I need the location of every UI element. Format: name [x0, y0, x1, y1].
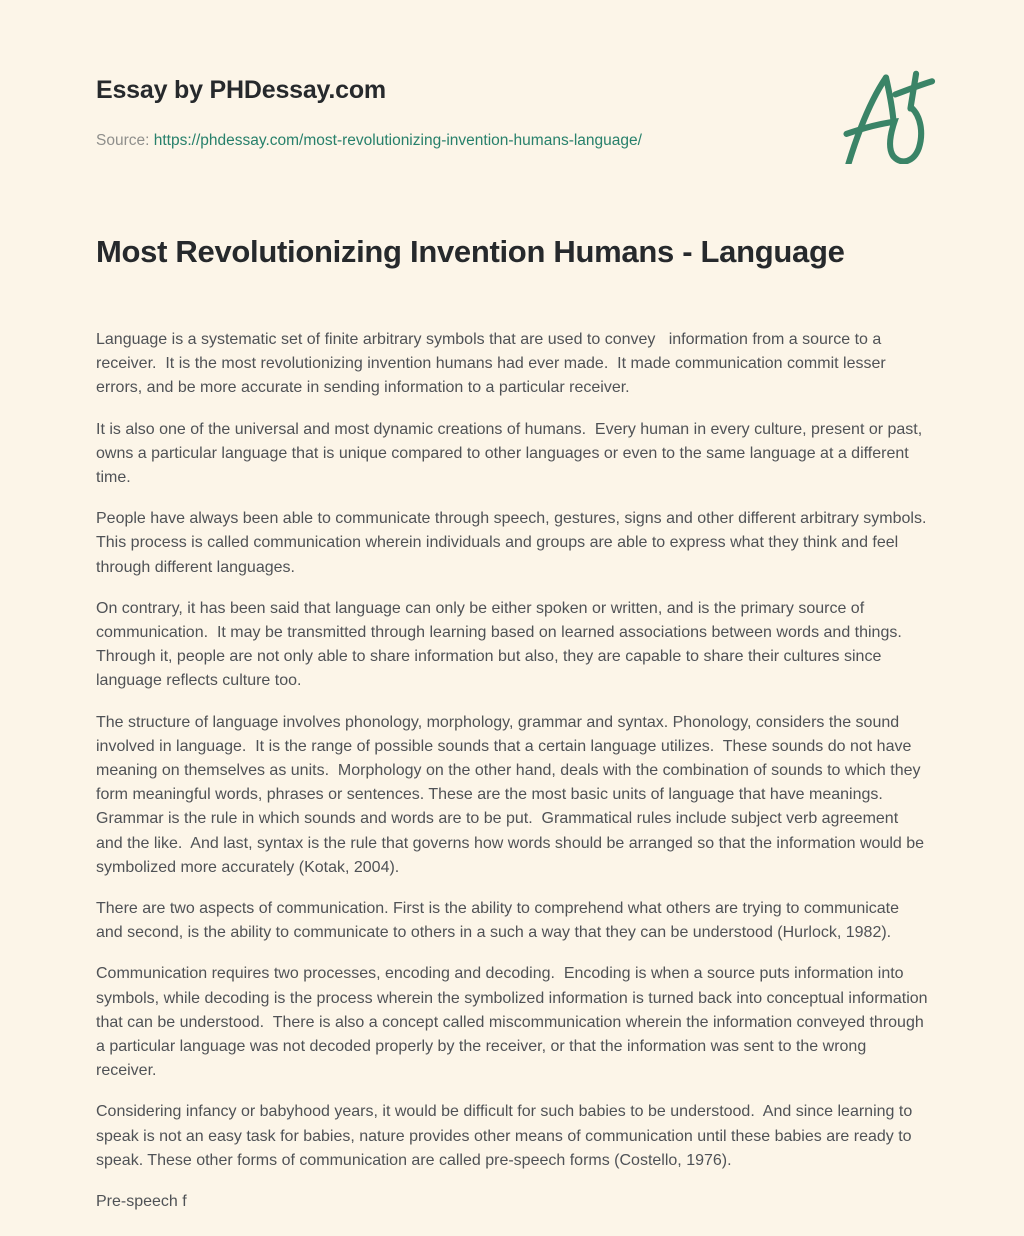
- source-label: Source:: [96, 132, 150, 149]
- essay-paragraph: It is also one of the universal and most dynamic creations of humans. Every human in every culture, present or past, owns a particular language that is unique compared to other languages or even to the same language at a different time.: [96, 420, 927, 487]
- brand-title: Essay by PHDessay.com: [96, 76, 386, 104]
- essay-paragraph: Communication requires two processes, encoding and decoding. Encoding is when a source puts information into symbols, while decoding is the process wherein the symbolized information is turned back into conceptual information that can be understood. There is also a concept called miscommunication wherein the information conveyed through a particular language was not decoded properly by the receiver, or that the information was sent to the wrong receiver.: [96, 965, 932, 1080]
- essay-paragraph: Considering infancy or babyhood years, it would be difficult for such babies to be understood. And since learning to speak is not an easy task for babies, nature provides other means of communication until these babies are ready to speak. These other forms of communication are called pre-speech forms (Costello, 1976).: [96, 1103, 917, 1169]
- essay-paragraph: Pre-speech f: [96, 1193, 187, 1211]
- essay-paragraph: The structure of language involves phonology, morphology, grammar and syntax. Phonology, considers the sound involved in language. It is the range of possible sounds that a certain language utilizes. These sounds do not have meaning on themselves as units. Morphology on the other hand, deals with the combination of sounds to which they form meaningful words, phrases or sentences. These are the most basic units of language that have meanings. Grammar is the rule in which sounds and words are to be put. Grammatical rules include subject verb agreement and the like. And last, syntax is the rule that governs how words should be arranged so that the information would be symbolized more accurately (Kotak, 2004).: [96, 713, 929, 876]
- essay-title: Most Revolutionizing Invention Humans - Language: [96, 234, 845, 269]
- a-plus-logo-icon: [836, 70, 936, 164]
- source-link[interactable]: https://phdessay.com/most-revolutionizing-invention-humans-language/: [153, 132, 642, 149]
- essay-paragraph: Language is a systematic set of finite arbitrary symbols that are used to convey information from a source to a receiver. It is the most revolutionizing invention humans had ever made. It made communication commit lesser errors, and be more accurate in sending information to a particular receiver.: [96, 331, 891, 397]
- source-line: [96, 132, 928, 150]
- essay-paragraph: People have always been able to communicate through speech, gestures, signs and other different arbitrary symbols. This process is called communication wherein individuals and groups are able to express what they think and feel through different languages.: [96, 510, 936, 576]
- essay-paragraph: On contrary, it has been said that language can only be either spoken or written, and is the primary source of communication. It may be transmitted through learning based on learned associations between words and things. Through it, people are not only able to share information but also, they are capable to share their cultures since language reflects culture too.: [96, 599, 911, 690]
- essay-body: [96, 328, 936, 1214]
- essay-paragraph: There are two aspects of communication. First is the ability to comprehend what others are trying to communicate and second, is the ability to communicate to others in a such a way that they can be understood (Hurlock, 1982).: [96, 900, 904, 942]
